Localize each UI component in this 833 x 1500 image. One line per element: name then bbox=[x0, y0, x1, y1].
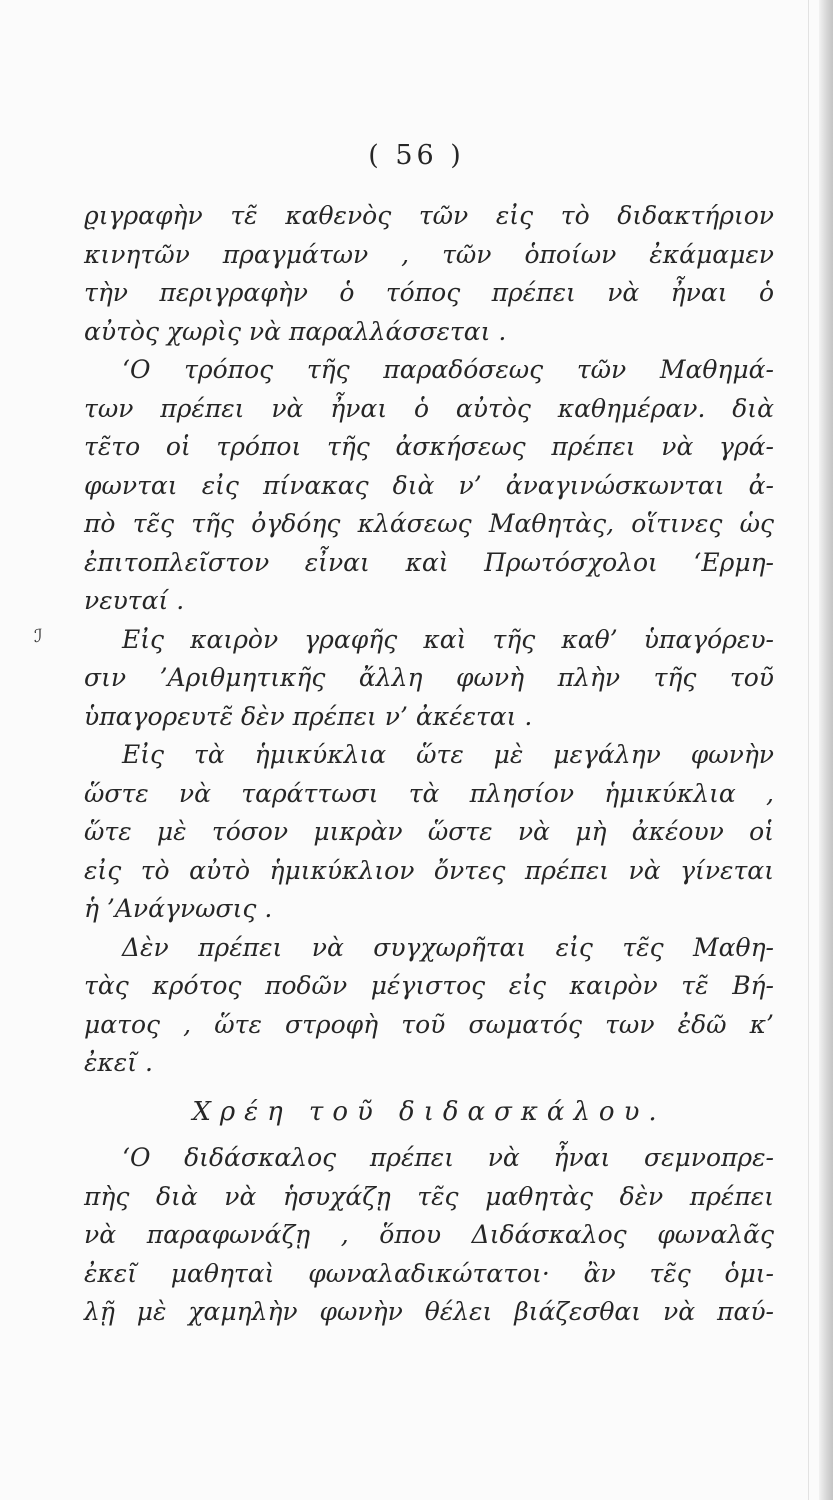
text-line: φωνται εἰς πίνακας διὰ ν’ ἀναγινώσκωνται ἀ- bbox=[84, 470, 774, 500]
text-line: ἐπιτοπλεῖστον εἶναι καὶ Πρωτόσχολοι ‘Ερμη- bbox=[84, 547, 774, 577]
text-line: Εἰς τὰ ἡμικύκλια ὥτε μὲ μεγάλην φωνὴν bbox=[122, 740, 774, 769]
page-edge bbox=[819, 0, 833, 1500]
text-line: πὸ τε̃ς τῆς ὀγδόης κλάσεως Μαθητὰς, οἵτινες ὡς bbox=[84, 509, 774, 538]
text-line: νὰ παραφωνάζῃ , ὅπου Διδάσκαλος φωναλᾶς bbox=[84, 1220, 774, 1249]
text-line: ὑπαγορευτε̃ δὲν πρέπει ν’ ἀκέεται . bbox=[84, 701, 533, 731]
text-line: ‘Ο τρόπος τῆς παραδόσεως τῶν Μαθημά- bbox=[122, 355, 774, 384]
text-line: νευταί . bbox=[84, 586, 185, 615]
text-line: τὰς κρότος ποδῶν μέγιστος εἰς καιρὸν τε̃ Βή- bbox=[84, 971, 774, 1000]
text-line: πὴς διὰ νὰ ἡσυχάζῃ τε̃ς μαθητὰς δὲν πρέπει bbox=[84, 1181, 774, 1211]
text-line: ἡ ’Ανάγνωσις . bbox=[84, 894, 273, 923]
page-edge-shadow bbox=[808, 0, 809, 1500]
text-line: Δὲν πρέπει νὰ συγχωρῆται εἰς τε̃ς Μαθη- bbox=[122, 932, 774, 962]
text-line: ματος , ὥτε στροφὴ τοῦ σωματός των ἐδῶ κ’ bbox=[84, 1009, 774, 1039]
text-line: εἰς τὸ αὐτὸ ἡμικύκλιον ὄντες πρέπει νὰ γίνεται bbox=[84, 855, 774, 885]
text-line: ὥτε μὲ τόσον μικρὰν ὥστε νὰ μὴ ἀκέουν οἱ bbox=[84, 817, 774, 846]
text-line: τὴν περιγραφὴν ὁ τόπος πρέπει νὰ ἦναι ὁ bbox=[84, 278, 774, 307]
section-heading: Χρέη τοῦ διδασκάλου. bbox=[192, 1096, 666, 1127]
margin-mark: ℐ bbox=[34, 626, 43, 647]
text-line: αὐτὸς χωρὶς νὰ παραλλάσσεται . bbox=[84, 316, 507, 346]
text-line: Εἰς καιρὸν γραφῆς καὶ τῆς καθ’ ὑπαγόρευ- bbox=[122, 624, 774, 654]
text-line: τε̃το οἱ τρόποι τῆς ἀσκήσεως πρέπει νὰ γρά- bbox=[84, 432, 774, 461]
page-number: ( 56 ) bbox=[368, 140, 465, 171]
text-line: ϱιγραφὴν τε̃ καθενὸς τῶν εἰς τὸ διδακτήριον bbox=[84, 201, 774, 230]
text-line: ἐκεῖ . bbox=[84, 1048, 153, 1077]
text-line: ἐκεῖ μαθηταὶ φωναλαδικώτατοι· ἂν τε̃ς ὁμι- bbox=[84, 1258, 774, 1288]
text-line: ὥστε νὰ ταράττωσι τὰ πλησίον ἡμικύκλια , bbox=[84, 778, 774, 808]
text-line: των πρέπει νὰ ἦναι ὁ αὐτὸς καθημέραν. διὰ bbox=[84, 393, 774, 423]
text-line: ‘Ο διδάσκαλος πρέπει νὰ ἦναι σεμνοπρε- bbox=[122, 1143, 774, 1172]
text-line: λῇ μὲ χαμηλὴν φωνὴν θέλει βιάζεσθαι νὰ παύ- bbox=[84, 1297, 774, 1326]
body-text bbox=[84, 197, 774, 1332]
text-line: σιν ’Αριθμητικῆς ἄλλη φωνὴ πλὴν τῆς τοῦ bbox=[84, 663, 774, 692]
text-line: κινητῶν πραγμάτων , τῶν ὁποίων ἐκάμαμεν bbox=[84, 239, 774, 269]
